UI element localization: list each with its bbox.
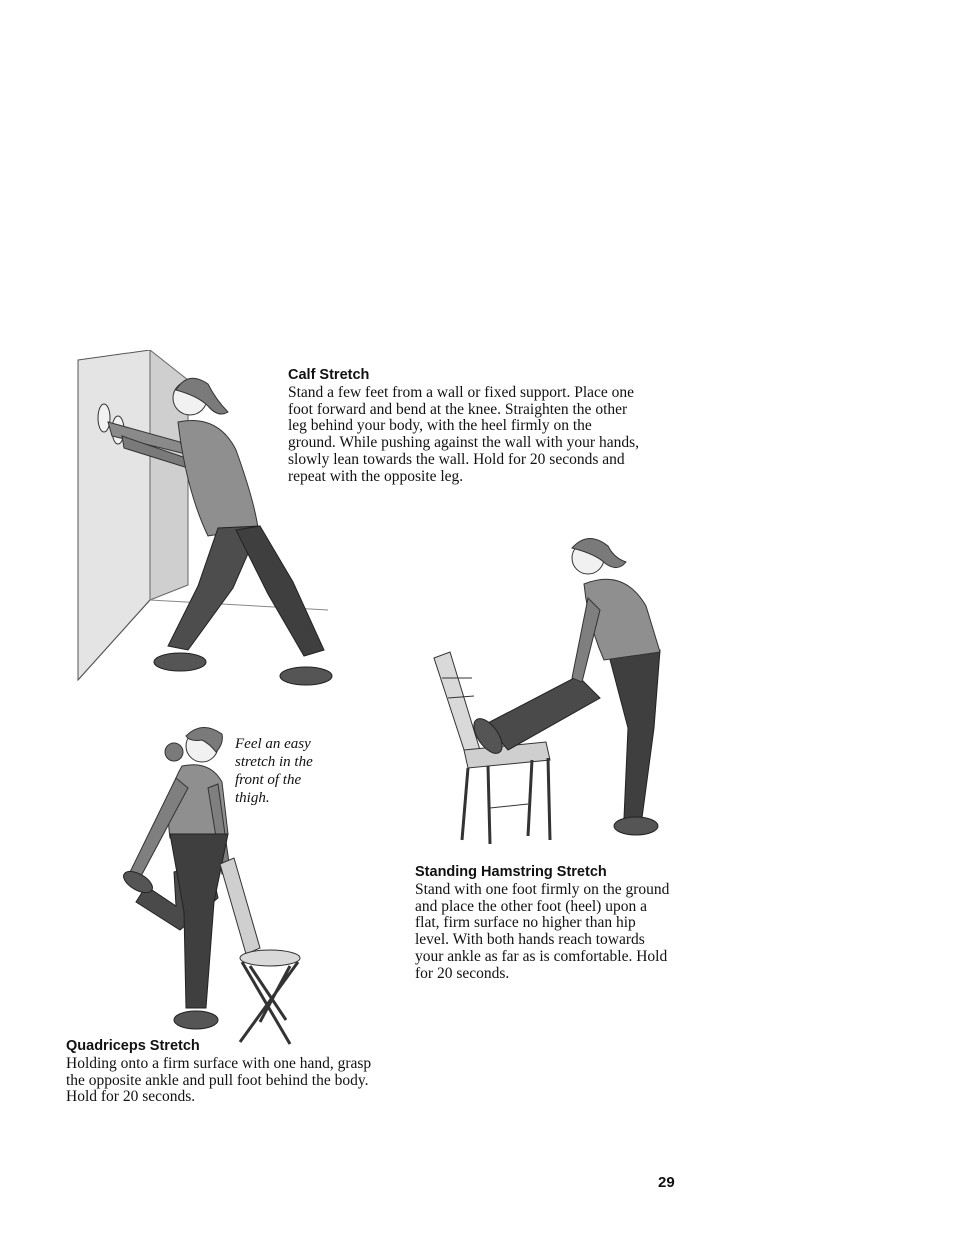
page-number: 29: [658, 1174, 675, 1191]
hamstring-stretch-text: Stand with one foot firmly on the ground and place the other foot (heel) upon a flat, firm surface no higher than hip level. With both hands reach towards your ankle as far as is comfortable. Hold for 20 seconds.: [415, 881, 670, 982]
hamstring-stretch-illustration: [428, 528, 673, 848]
calf-stretch-text: Stand a few feet from a wall or fixed support. Place one foot forward and bend at the knee. Straighten the other leg behind your body, with the heel firmly on the ground. While pushing against the wall with your hands, slowly lean towards the wall. Hold for 20 seconds and repeat with the opposite leg.: [288, 384, 639, 485]
quadriceps-stretch-caption: Feel an easy stretch in the front of the thigh.: [235, 736, 313, 806]
quadriceps-stretch-text: Holding onto a firm surface with one hand, grasp the opposite ankle and pull foot behind the body. Hold for 20 seconds.: [66, 1055, 372, 1106]
hamstring-stretch-title: Standing Hamstring Stretch: [415, 864, 607, 880]
calf-stretch-title: Calf Stretch: [288, 367, 370, 383]
quadriceps-stretch-title: Quadriceps Stretch: [66, 1038, 200, 1054]
